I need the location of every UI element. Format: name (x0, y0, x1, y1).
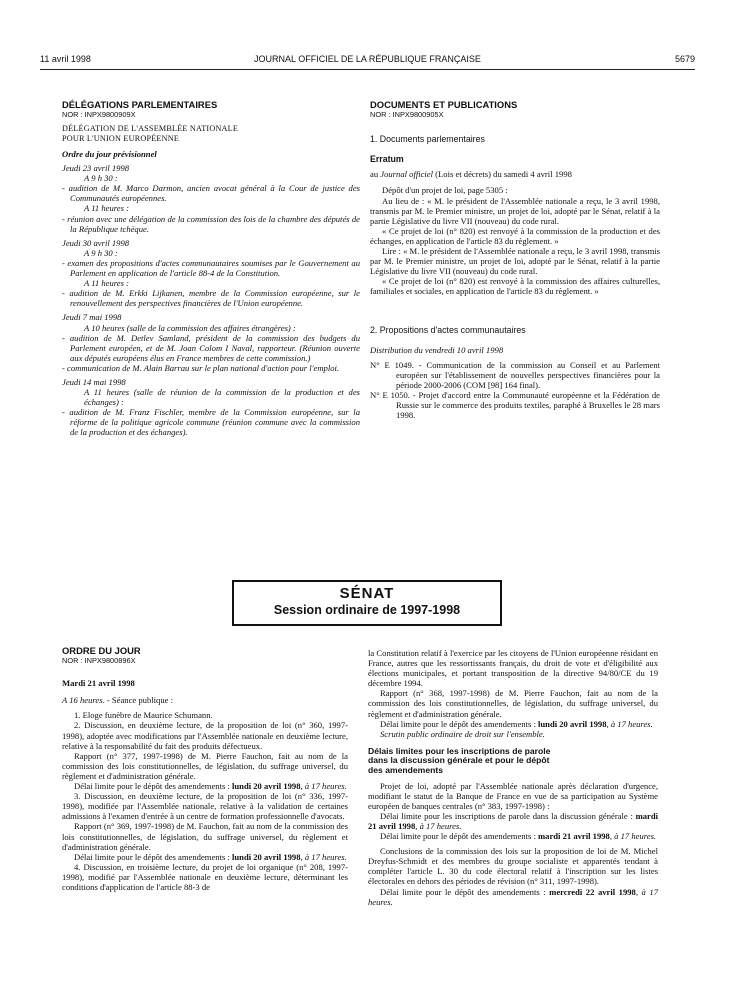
agenda-item: 4. Discussion, en troisième lecture, du projet de loi organique (n° 208, 1997-1998), modifié par l'Assemblée nationale en deuxième lecture, déterminant les conditions d'application de l'article 88-3 de (62, 861, 348, 892)
report: Rapport (n° 377, 1997-1998) de M. Pierre Fauchon, fait au nom de la commission des lois constitutionnelles, de législation, du suffrage universel, du règlement et d'administration générale. (62, 750, 348, 781)
report: Rapport (n° 368, 1997-1998) de M. Pierre Fauchon, fait au nom de la commission des lois constitutionnelles, de législation, du suffrage universel, du règlement et d'administration générale. (368, 688, 658, 719)
agenda-date: Jeudi 14 mai 1998 (62, 376, 126, 387)
agenda-item: - examen des propositions d'actes communautaires soumises par le Gouvernement au Parlement en application de l'article 88-4 de la Constitution. (62, 257, 360, 279)
paragraph: Dépôt d'un projet de loi, page 5305 : (382, 185, 508, 196)
delegation-name: POUR L'UNION EUROPÉENNE (62, 133, 180, 143)
act-entry: N° E 1050. - Projet d'accord entre la Communauté européenne et la Fédération de Russie sur le commerce des produits textiles, paraphé à Bruxelles le 28 mars 1998. (370, 389, 660, 421)
deadlines-heading (368, 747, 658, 776)
paragraph: « Ce projet de loi (n° 820) est renvoyé à la commission de la production et des échanges, en application de l'article 83 du règlement. » (370, 225, 660, 246)
nor-code: NOR : INPX9800896X (62, 656, 136, 666)
session-title: Session ordinaire de 1997-1998 (273, 603, 461, 617)
ordre-du-jour-continued (368, 648, 658, 907)
agenda-time: A 9 h 30 : (84, 247, 118, 258)
agenda-time: A 11 heures (salle de réunion de la commission de la production et des échanges) : (84, 387, 360, 408)
agenda-date: Jeudi 30 avril 1998 (62, 237, 130, 248)
senat-title: SÉNAT (339, 585, 395, 602)
agenda-item: 1. Eloge funèbre de Maurice Schumann. (74, 710, 213, 721)
paragraph: Au lieu de : « M. le président de l'Assemblée nationale a reçu, le 3 avril 1998, transmis par M. le Premier ministre, un projet de loi, adopté par le Sénat, relatif à la partie Législative du livre VII (nouveau) du code rural. (370, 195, 660, 226)
erratum-heading: Erratum (370, 154, 404, 165)
agenda-date: Jeudi 23 avril 1998 (62, 163, 130, 174)
section-title: ORDRE DU JOUR (62, 645, 141, 656)
session-time: A 16 heures. - Séance publique : (62, 695, 173, 706)
delegation-name: DÉLÉGATION DE L'ASSEMBLÉE NATIONALE (62, 124, 239, 134)
agenda-time: A 10 heures (salle de la commission des affaires étrangères) : (84, 322, 296, 333)
agenda-item: - audition de M. Erkki Lijkanen, membre de la Commission européenne, sur le renouvellement des perspectives financières de l'Union européenne. (62, 288, 360, 309)
paragraph: « Ce projet de loi (n° 820) est renvoyé à la commission des affaires culturelles, familiales et sociales, en application de l'article 83 du règlement. » (370, 276, 660, 297)
nor-code: NOR : INPX9800909X (62, 110, 136, 120)
report: Rapport (n° 369, 1997-1998) de M. Fauchon, fait au nom de la commission des lois constitutionnelles, de législation, du suffrage universel, du règlement et d'administration générale. (62, 821, 348, 852)
agenda-item: 2. Discussion, en deuxième lecture, de la proposition de loi (n° 360, 1997-1998), adoptée avec modifications par l'Assemblée nationale en deuxième lecture, relative à la responsabilité du fait des produits défectueux. (62, 720, 348, 751)
section-title: DÉLÉGATIONS PARLEMENTAIRES (62, 99, 218, 110)
paragraph: la Constitution relatif à l'exercice par les citoyens de l'Union européenne résidant en France, autres que les ressortissants français, du droit de vote et d'éligibilité aux élections municipales, et portant transposition de la directive 94/80/CE du 19 décembre 1994. (368, 648, 658, 689)
header-rule (40, 69, 695, 70)
act-entry: N° E 1049. - Communication de la commission au Conseil et au Parlement européen sur l'établissement de nouvelles perspectives financières pour la période 2000-2006 (COM [98] 164 final). (370, 359, 660, 390)
agenda-date: Jeudi 7 mai 1998 (62, 312, 122, 323)
heading-line: dans la discussion générale et pour le dépôt (368, 755, 550, 766)
agenda-item: 3. Discussion, en deuxième lecture, de la proposition de loi (n° 336, 1997-1998), modifiée par l'Assemblée nationale, relative à la validation de certaines admissions à l'examen d'entrée à un centre de formation professionnelle d'avocats. (62, 791, 348, 822)
deadline: Délai limite pour le dépôt des amendements : mercredi 22 avril 1998, à 17 heures. (368, 886, 658, 907)
subsection-title: 1. Documents parlementaires (370, 134, 485, 145)
paragraph: Conclusions de la commission des lois sur la proposition de loi de M. Michel Dreyfus-Schmidt et des membres du groupe socialiste et apparentés tendant à compléter l'article L. 30 du code électoral relatif à l'inscription sur les listes électorales en dehors des périodes de révision (n° 311, 1997-1998). (368, 846, 658, 887)
heading-line: des amendements (368, 765, 443, 776)
page-header (40, 54, 695, 68)
heading-line: Délais limites pour les inscriptions de parole (368, 745, 551, 756)
agenda-item: - communication de M. Alain Barrau sur le plan national d'action pour l'emploi. (62, 362, 340, 373)
paragraph: Projet de loi, adopté par l'Assemblée nationale après déclaration d'urgence, modifiant le statut de la Banque de France en vue de sa participation au Système européen de banques centrales (n° 383, 1997-1998) : (368, 780, 658, 811)
header-page-number: 5679 (674, 54, 695, 64)
session-date: Mardi 21 avril 1998 (62, 678, 135, 689)
header-journal-title: JOURNAL OFFICIEL DE LA RÉPUBLIQUE FRANÇAISE (254, 54, 481, 64)
agenda-item: - réunion avec une délégation de la commission des lois de la chambre des députés de la République tchèque. (62, 213, 360, 234)
deadline: Délai limite pour le dépôt des amendements : mardi 21 avril 1998, à 17 heures. (380, 831, 657, 842)
paragraph: Lire : « M. le président de l'Assemblée nationale a reçu, le 3 avril 1998, transmis par M. le Premier ministre, un projet de loi, adopté par le Sénat, relatif à la partie Législative du livre VII (nouveau) du code rural. (370, 246, 660, 277)
section-title: DOCUMENTS ET PUBLICATIONS (370, 99, 518, 110)
agenda-item: - audition de M. Marco Darmon, ancien avocat général à la Cour de justice des Communautés européennes. (62, 183, 360, 204)
ordre-du-jour-section (62, 646, 348, 892)
subsection-title: 2. Propositions d'actes communautaires (370, 324, 526, 335)
deadline: Délai limite pour les inscriptions de parole dans la discussion générale : mardi 21 avril 1998, à 17 heures. (368, 810, 658, 831)
agenda-item: - audition de M. Detlev Samland, président de la commission des budgets du Parlement européen, et de M. Joan Colom I Naval, rapporteur. (Réunion ouverte aux députés européens élus en France membres de cette commission.) (62, 332, 360, 363)
erratum-reference: au Journal officiel (Lois et décrets) du samedi 4 avril 1998 (370, 169, 572, 180)
agenda-heading: Ordre du jour prévisionnel (62, 149, 157, 159)
agenda-time: A 11 heures : (84, 278, 129, 289)
header-date: 11 avril 1998 (40, 54, 91, 64)
senat-banner (232, 580, 502, 626)
delegations-section (62, 100, 360, 438)
deadline: Délai limite pour le dépôt des amendements : lundi 20 avril 1998, à 17 heures. (74, 781, 347, 792)
deadline: Délai limite pour le dépôt des amendements : lundi 20 avril 1998, à 17 heures. (74, 851, 347, 862)
deadline: Délai limite pour le dépôt des amendements : lundi 20 avril 1998, à 17 heures. (380, 718, 653, 729)
agenda-time: A 9 h 30 : (84, 173, 118, 184)
agenda-time: A 11 heures : (84, 203, 129, 214)
distribution-date: Distribution du vendredi 10 avril 1998 (370, 344, 504, 355)
nor-code: NOR : INPX9800905X (370, 110, 444, 120)
scrutin-note: Scrutin public ordinaire de droit sur l'ensemble. (380, 728, 545, 739)
agenda-item: - audition de M. Franz Fischler, membre de la Commission européenne, sur la réforme de la politique agricole commune (réunion commune avec la commission de la production et des échanges). (62, 407, 360, 438)
documents-section (370, 100, 660, 420)
